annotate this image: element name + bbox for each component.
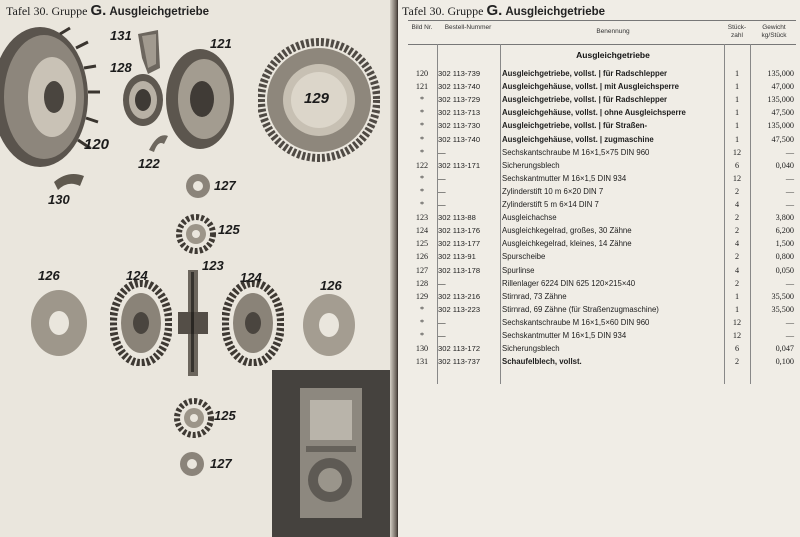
cell-anzahl: 12 [732, 173, 742, 183]
table-row [408, 343, 796, 354]
part-127-thrust-washer-image [184, 172, 212, 200]
table-row [408, 356, 796, 367]
cell-bestell: 302 113-223 [438, 304, 481, 314]
cell-anzahl: 2 [734, 252, 740, 262]
cell-bestell: — [438, 331, 446, 340]
cell-benennung: Sicherungsblech [502, 344, 560, 354]
cell-anzahl: 1 [734, 304, 740, 314]
cell-benennung: Zylinderstift 5 m 6×14 DIN 7 [502, 200, 599, 209]
cell-anzahl: 1 [734, 108, 740, 118]
left-page-header [6, 2, 209, 19]
cell-gewicht: 0,800 [775, 252, 794, 262]
part-label: 122 [138, 156, 160, 171]
cell-bestell: 302 113-88 [438, 213, 476, 223]
cell-bild: 127 [415, 265, 429, 275]
part-label: 130 [48, 192, 70, 207]
cell-bild: 120 [415, 69, 429, 78]
table-row [408, 147, 796, 158]
part-label: 128 [110, 60, 132, 75]
cell-benennung: Schaufelblech, vollst. [502, 357, 582, 367]
cell-bestell: 302 113-216 [438, 291, 481, 301]
cell-gewicht: 135,000 [767, 121, 794, 131]
cell-benennung: Zylinderstift 10 m 6×20 DIN 7 [502, 186, 604, 196]
header-prefix: Tafel 30. Gruppe [6, 4, 88, 18]
table-row [408, 212, 796, 223]
part-123-differential-axle-image [174, 268, 214, 378]
cell-gewicht: 6,200 [775, 226, 794, 236]
table-row [408, 238, 796, 249]
cell-benennung: Ausgleichgehäuse, vollst. | zugmaschine [502, 134, 654, 144]
cell-bestell: 302 113-739 [438, 69, 481, 78]
cell-bild: * [419, 95, 425, 105]
cell-bild: * [419, 108, 425, 118]
cell-bild: 121 [415, 82, 429, 92]
header-title: Ausgleichgetriebe [109, 6, 210, 18]
cell-gewicht: — [785, 331, 794, 340]
table-row [408, 265, 796, 276]
cell-bild: 123 [415, 213, 429, 223]
cell-anzahl: 1 [734, 291, 740, 301]
cell-gewicht: 47,000 [771, 82, 794, 92]
cell-bild: * [419, 304, 425, 314]
part-label: 123 [202, 258, 224, 273]
left-page [0, 0, 396, 537]
table-row [408, 68, 796, 79]
table-rule [408, 44, 796, 45]
section-title: Ausgleichgetriebe [576, 50, 650, 60]
cell-benennung: Stirnrad, 73 Zähne [502, 291, 567, 301]
cell-anzahl: 1 [734, 69, 740, 78]
cell-benennung: Spurlinse [502, 265, 535, 275]
table-row [408, 134, 796, 145]
table-row [408, 317, 796, 328]
part-label: 124 [126, 268, 148, 283]
cell-gewicht: 0,047 [775, 344, 794, 354]
cell-bestell: 302 113-737 [438, 357, 481, 367]
cell-bild: 126 [415, 252, 429, 262]
cell-gewicht: 47,500 [771, 134, 794, 144]
cell-anzahl: 1 [734, 134, 740, 144]
cell-benennung: Sechskantschraube M 16×1,5×75 DIN 960 [502, 147, 650, 157]
table-row [408, 120, 796, 131]
cell-gewicht: — [785, 147, 794, 157]
cell-gewicht: 135,000 [767, 95, 794, 105]
cell-anzahl: 12 [732, 147, 742, 157]
cell-gewicht: 3,800 [775, 213, 794, 223]
cell-gewicht: 135,000 [767, 69, 794, 78]
cell-benennung: Rillenlager 6224 DIN 625 120×215×40 [502, 278, 636, 288]
cell-bestell: 302 113-713 [438, 108, 481, 118]
part-126-thrust-disk-image [300, 292, 358, 358]
cell-bild: * [419, 186, 425, 196]
cell-bild: * [419, 173, 425, 183]
cell-bild: 129 [415, 291, 429, 301]
cell-benennung: Ausgleichkegelrad, großes, 30 Zähne [502, 226, 632, 236]
part-122-lock-plate-image [146, 130, 172, 156]
cell-bild: * [419, 331, 425, 340]
cell-benennung: Sechskantmutter M 16×1,5 DIN 934 [502, 173, 627, 183]
col-header-bestell: Bestell-Nummer [444, 24, 492, 31]
table-row [408, 81, 796, 92]
part-label: 125 [214, 408, 236, 423]
cell-benennung: Ausgleichgehäuse, vollst. | ohne Ausgleichsperre [502, 108, 686, 118]
cell-gewicht: 47,500 [771, 108, 794, 118]
cell-benennung: Ausgleichkegelrad, kleines, 14 Zähne [502, 239, 632, 249]
table-row [408, 94, 796, 105]
cell-anzahl: 2 [734, 278, 740, 288]
cell-bild: 125 [415, 239, 429, 249]
table-row [408, 304, 796, 315]
table-row [408, 107, 796, 118]
cell-benennung: Ausgleichgetriebe, vollst. | für Radschlepper [502, 69, 668, 78]
table-row [408, 251, 796, 262]
part-130-lock-plate-image [52, 170, 86, 192]
part-label: 120 [84, 136, 110, 153]
cell-bestell: — [438, 186, 446, 196]
cell-bestell: 302 113-178 [438, 265, 481, 275]
cell-benennung: Sicherungsblech [502, 160, 560, 170]
col-header-benennung: Benennung [596, 28, 630, 35]
part-124-large-bevel-gear-image [110, 280, 172, 366]
cell-bild: * [419, 200, 425, 209]
cell-anzahl: 2 [734, 357, 740, 367]
cell-bestell: 302 113-730 [438, 121, 481, 131]
part-label: 131 [110, 28, 132, 43]
table-row [408, 330, 796, 341]
cell-bestell: — [438, 200, 446, 209]
cell-bestell: 302 113-91 [438, 252, 476, 262]
cell-anzahl: 1 [734, 82, 740, 92]
cell-bestell: — [438, 278, 446, 288]
table-row [408, 278, 796, 289]
cell-gewicht: 1,500 [775, 239, 794, 249]
cell-anzahl: 2 [734, 226, 740, 236]
cell-bestell: 302 113-740 [438, 134, 481, 144]
cell-bestell: — [438, 173, 446, 183]
cell-gewicht: — [785, 186, 794, 196]
part-label: 127 [214, 178, 236, 193]
cell-bestell: 302 113-740 [438, 82, 481, 92]
cell-anzahl: 4 [734, 239, 740, 249]
part-121-housing-image [160, 44, 240, 154]
cell-benennung: Ausgleichgetriebe, vollst. | für Straßen- [502, 121, 648, 131]
part-label: 127 [210, 456, 232, 471]
cell-gewicht: — [785, 200, 794, 209]
cell-benennung: Ausgleichachse [502, 213, 557, 223]
cell-bestell: 302 113-729 [438, 95, 481, 105]
cell-bild: * [419, 121, 425, 131]
header-prefix: Tafel 30. Gruppe [402, 4, 484, 18]
cell-gewicht: — [785, 278, 794, 288]
cell-bild: 128 [415, 278, 429, 288]
cell-bild: 122 [415, 160, 429, 170]
cell-anzahl: 1 [734, 95, 740, 105]
cell-bestell: — [438, 147, 446, 157]
cell-benennung: Sechskantschraube M 16×1,5×60 DIN 960 [502, 317, 650, 327]
cell-bild: 124 [415, 226, 429, 236]
table-row [408, 160, 796, 171]
col-header-gewicht: Gewicht kg/Stück [761, 24, 787, 39]
gearbox-photo [272, 370, 390, 537]
part-125-small-bevel-gear-image [176, 214, 216, 254]
cell-gewicht: 35,500 [771, 304, 794, 314]
cell-bestell: — [438, 317, 446, 327]
part-label: 126 [38, 268, 60, 283]
right-page [398, 0, 800, 537]
gearbox-photo-image [272, 370, 390, 537]
cell-anzahl: 6 [734, 344, 740, 354]
cell-benennung: Stirnrad, 69 Zähne (für Straßenzugmaschine) [502, 304, 659, 314]
cell-bild: * [419, 317, 425, 327]
cell-gewicht: 0,050 [775, 265, 794, 275]
right-page-header [402, 2, 605, 19]
part-125-small-bevel-gear-image [174, 398, 214, 438]
cell-benennung: Spurscheibe [502, 252, 546, 262]
table-row [408, 225, 796, 236]
cell-gewicht: 35,500 [771, 291, 794, 301]
cell-bild: * [419, 147, 425, 157]
cell-gewicht: — [785, 173, 794, 183]
col-header-bild: Bild Nr. [411, 24, 433, 31]
part-label: 125 [218, 222, 240, 237]
cell-anzahl: 1 [734, 121, 740, 131]
part-label: 126 [320, 278, 342, 293]
table-row [408, 186, 796, 197]
table-row [408, 199, 796, 210]
cell-bestell: 302 113-172 [438, 344, 481, 354]
cell-bild: 131 [415, 357, 429, 367]
part-label: 121 [210, 36, 232, 51]
cell-anzahl: 12 [732, 331, 742, 340]
part-127-thrust-washer-image [178, 450, 206, 478]
cell-anzahl: 4 [734, 200, 740, 209]
part-124-large-bevel-gear-image [222, 280, 284, 366]
cell-bild: * [419, 134, 425, 144]
cell-benennung: Ausgleichgehäuse, vollst. | mit Ausgleichsperre [502, 82, 679, 92]
cell-gewicht: 0,100 [775, 357, 794, 367]
cell-benennung: Sechskantmutter M 16×1,5 DIN 934 [502, 331, 627, 340]
cell-anzahl: 4 [734, 265, 740, 275]
cell-bestell: 302 113-171 [438, 160, 481, 170]
cell-gewicht: — [785, 317, 794, 327]
table-rule [408, 20, 796, 21]
group-letter: G. [486, 2, 503, 19]
part-label: 129 [304, 90, 330, 107]
cell-bestell: 302 113-176 [438, 226, 481, 236]
group-letter: G. [90, 2, 107, 19]
part-label: 124 [240, 270, 262, 285]
cell-anzahl: 6 [734, 160, 740, 170]
cell-bestell: 302 113-177 [438, 239, 481, 249]
part-126-thrust-disk-image [28, 288, 90, 358]
cell-bild: 130 [415, 344, 429, 354]
col-header-anzahl: Stück-zahl [727, 24, 747, 39]
header-title: Ausgleichgetriebe [505, 6, 606, 18]
table-row [408, 291, 796, 302]
cell-anzahl: 12 [732, 317, 742, 327]
cell-benennung: Ausgleichgetriebe, vollst. | für Radschlepper [502, 95, 668, 105]
cell-anzahl: 2 [734, 213, 740, 223]
table-row [408, 173, 796, 184]
cell-gewicht: 0,040 [775, 160, 794, 170]
cell-anzahl: 2 [734, 186, 740, 196]
